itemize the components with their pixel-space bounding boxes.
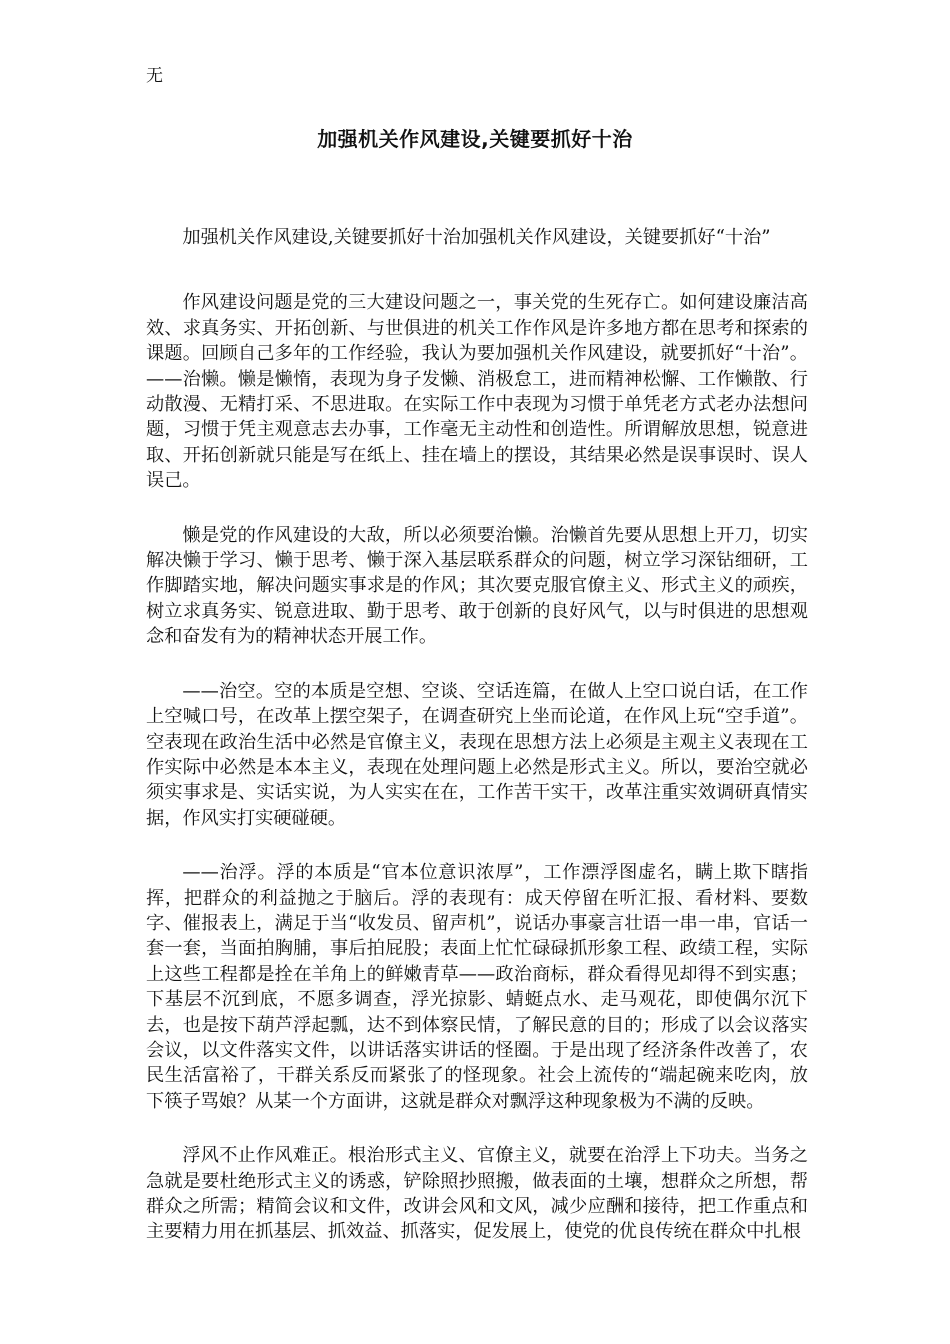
paragraph-laziness-remedy: 懒是党的作风建设的大敌，所以必须要治懒。治懒首先要从思想上开刀，切实解决懒于学习、懒于思考、懒于深入基层联系群众的问题，树立学习深钻细研，工作脚踏实地，解决问题实事求是的作风；其次要克服官僚主义、形式主义的顽疾，树立求真务实、锐意进取、勤于思考、敢于创新的良好风气，以与时俱进的思想观念和奋发有为的精神状态开展工作。 [146,524,808,648]
header-mark: 无 [146,66,163,86]
paragraph-superficiality-remedy: 浮风不止作风难正。根治形式主义、官僚主义，就要在治浮上下功夫。当务之急就是要杜绝形式主义的诱惑，铲除照抄照搬，做表面的土壤，想群众之所想，帮群众之所需；精简会议和文件，改讲会风和文风，减少应酬和接待，把工作重点和主要精力用在抓基层、抓效益、抓落实，促发展上，使党的优良传统在群众中扎根 [146,1145,808,1243]
document-body [146,225,808,1274]
paragraph-fight-laziness: 作风建设问题是党的三大建设问题之一，事关党的生死存亡。如何建设廉洁高效、求真务实、开拓创新、与世俱进的机关工作作风是许多地方都在思考和探索的课题。回顾自己多年的工作经验，我认为要加强机关作风建设，就要抓好“十治”。——治懒。懒是懒惰，表现为身子发懒、消极怠工，进而精神松懈、工作懒散、行动散漫、无精打采、不思进取。在实际工作中表现为习惯于单凭老方式老办法想问题，习惯于凭主观意志去办事，工作毫无主动性和创造性。所谓解放思想，锐意进取、开拓创新就只能是写在纸上、挂在墙上的摆设，其结果必然是误事误时、误人误己。 [146,292,808,492]
paragraph-fight-emptiness: ——治空。空的本质是空想、空谈、空话连篇，在做人上空口说白话，在工作上空喊口号，在改革上摆空架子，在调查研究上坐而论道，在作风上玩“空手道”。空表现在政治生活中必然是官僚主义，表现在思想方法上必须是主观主义表现在工作实际中必然是本本主义，表现在处理问题上必然是形式主义。所以，要治空就必须实事求是、实话实说，为人实实在在，工作苦干实干，改革注重实效调研真情实据，作风实打实硬碰硬。 [146,680,808,829]
document-title: 加强机关作风建设,关键要抓好十治 [317,127,633,151]
paragraph-intro: 加强机关作风建设,关键要抓好十治加强机关作风建设，关键要抓好“十治” [182,227,771,248]
paragraph-fight-superficiality: ——治浮。浮的本质是“官本位意识浓厚”，工作漂浮图虚名，瞒上欺下瞎指挥，把群众的利益抛之于脑后。浮的表现有：成天停留在听汇报、看材料、要数字、催报表上，满足于当“收发员、留声机”，说话办事豪言壮语一串一串，官话一套一套，当面拍胸脯，事后拍屁股；表面上忙忙碌碌抓形象工程、政绩工程，实际上这些工程都是拴在羊角上的鲜嫩青草——政治商标，群众看得见却得不到实惠；下基层不沉到底，不愿多调查，浮光掠影、蜻蜓点水、走马观花，即使偶尔沉下去，也是按下葫芦浮起瓢，达不到体察民情，了解民意的目的；形成了以会议落实会议，以文件落实文件，以讲话落实讲话的怪圈。于是出现了经济条件改善了，农民生活富裕了，干群关系反而紧张了的怪现象。社会上流传的“端起碗来吃肉，放下筷子骂娘？从某一个方面讲，这就是群众对飘浮这种现象极为不满的反映。 [146,862,808,1112]
